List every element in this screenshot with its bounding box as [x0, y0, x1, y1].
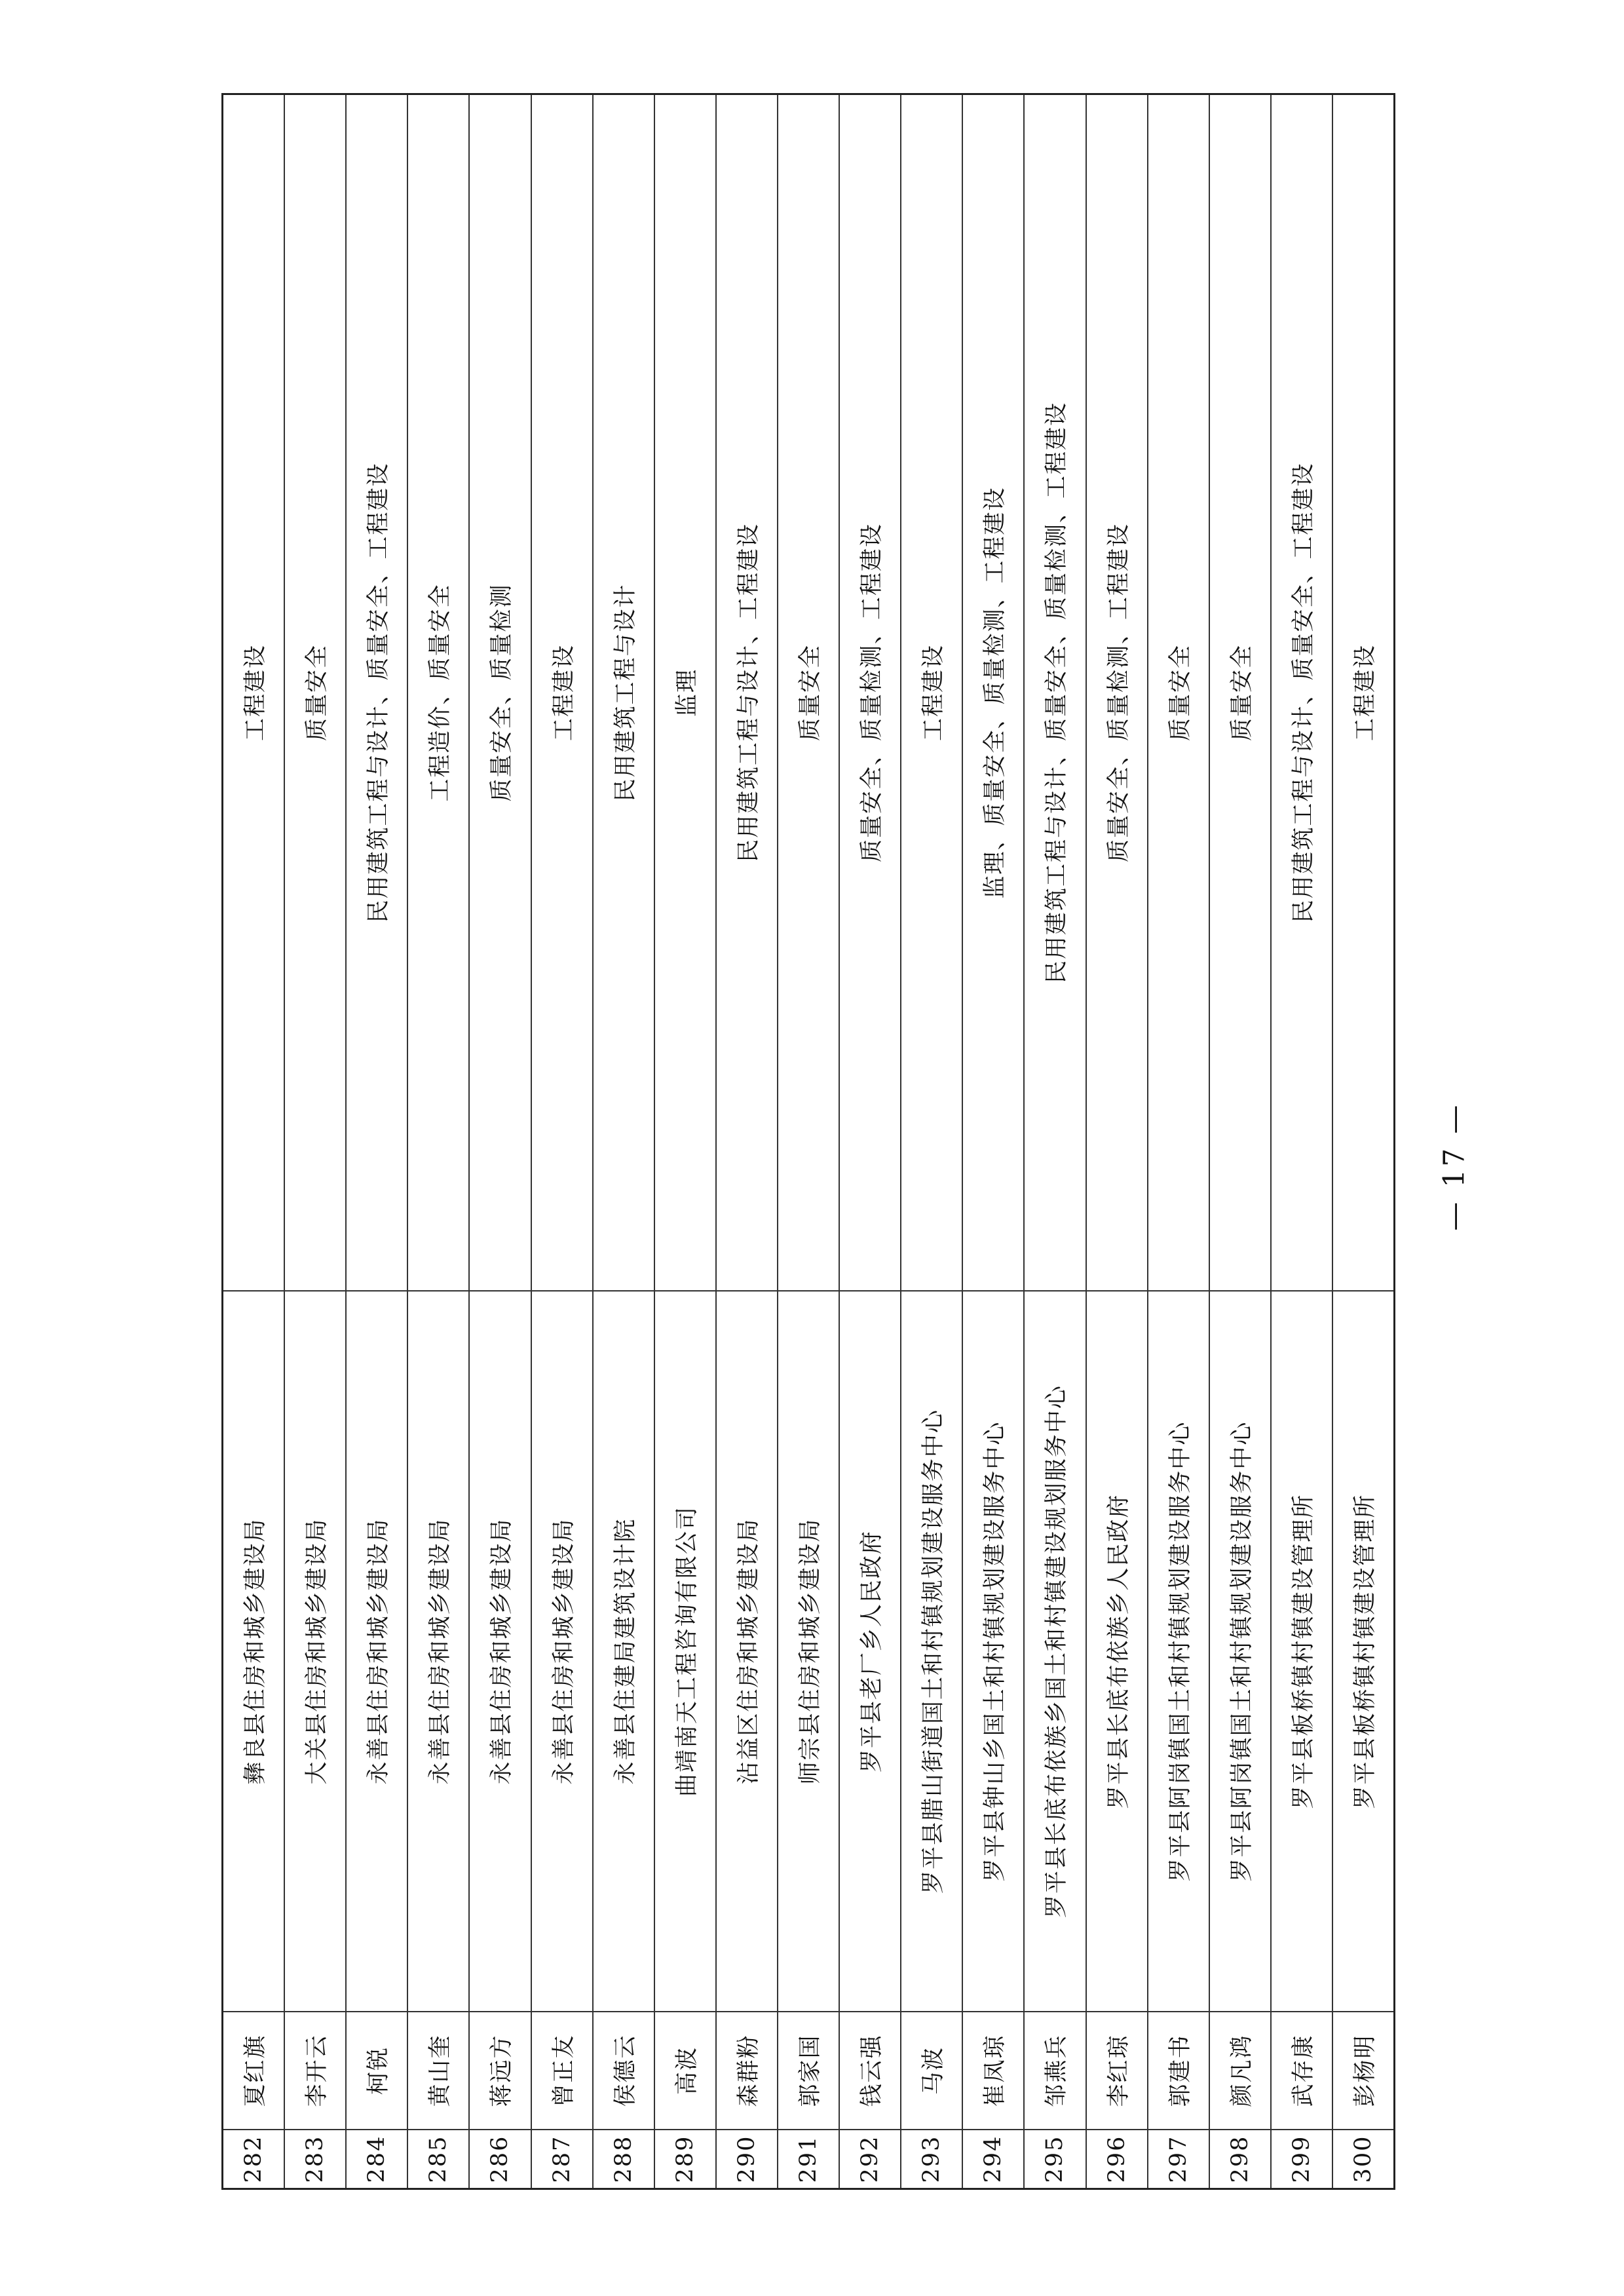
row-number: 295: [1025, 2129, 1085, 2188]
specialty: 质量安全、质量检测: [489, 583, 516, 802]
row-number: 299: [1272, 2129, 1332, 2188]
specialty: 监理、质量安全、质量检测、工程建设: [982, 486, 1009, 899]
row-number: 289: [655, 2129, 715, 2188]
row-number: 286: [470, 2129, 530, 2188]
row-number: 298: [1210, 2129, 1270, 2188]
specialty: 监理: [673, 668, 700, 718]
table-row: [347, 95, 408, 2188]
specialty: 工程建设: [550, 644, 577, 742]
row-number: 287: [532, 2129, 592, 2188]
organization: 罗平县钟山乡国土和村镇规划建设服务中心: [963, 1290, 1023, 2011]
table-row: [840, 95, 901, 2188]
organization: 永善县住房和城乡建设局: [532, 1290, 592, 2011]
specialty: 工程建设: [242, 644, 269, 742]
organization: 永善县住房和城乡建设局: [408, 1290, 468, 2011]
table-row: [1025, 95, 1086, 2188]
specialty: 民用建筑工程与设计、质量安全、工程建设: [366, 462, 392, 923]
specialty: 民用建筑工程与设计、质量安全、工程建设: [1290, 462, 1317, 923]
row-number: 294: [963, 2129, 1023, 2188]
organization: 大关县住房和城乡建设局: [285, 1290, 345, 2011]
person-name: 郭家国: [778, 2011, 839, 2129]
specialty: 质量安全: [1228, 644, 1255, 742]
organization: 罗平县长底布依族乡国土和村镇建设规划服务中心: [1025, 1290, 1085, 2011]
row-number: 290: [717, 2129, 777, 2188]
row-number: 285: [408, 2129, 468, 2188]
organization: 永善县住房和城乡建设局: [347, 1290, 407, 2011]
table-row: [901, 95, 963, 2188]
page-number-text: — 17 —: [1437, 1102, 1471, 1231]
organization: 沾益区住房和城乡建设局: [717, 1290, 777, 2011]
person-name: 李开云: [285, 2011, 345, 2129]
table-row: [1148, 95, 1210, 2188]
person-name: 邹燕兵: [1025, 2011, 1085, 2129]
person-name: 侯德云: [594, 2011, 654, 2129]
row-number: 292: [840, 2129, 900, 2188]
organization: 罗平县板桥镇村镇建设管理所: [1272, 1290, 1332, 2011]
organization: 曲靖南天工程咨询有限公司: [655, 1290, 715, 2011]
person-name: 郭建书: [1148, 2011, 1209, 2129]
table-row: [223, 95, 285, 2188]
organization: 彝良县住房和城乡建设局: [223, 1290, 284, 2011]
person-name: 武存康: [1272, 2011, 1332, 2129]
table-row: [594, 95, 655, 2188]
table-row: [1272, 95, 1333, 2188]
page-number: [1418, 1088, 1490, 1245]
specialty: 质量安全、质量检测、工程建设: [859, 523, 886, 863]
person-name: 彭杨明: [1333, 2011, 1393, 2129]
person-name: 夏红旗: [223, 2011, 284, 2129]
table-row: [1087, 95, 1148, 2188]
table-row: [717, 95, 778, 2188]
organization: 罗平县老厂乡人民政府: [840, 1290, 900, 2011]
organization: 师宗县住房和城乡建设局: [778, 1290, 839, 2011]
table-row: [408, 95, 470, 2188]
person-name: 颜凡鸿: [1210, 2011, 1270, 2129]
row-number: 284: [347, 2129, 407, 2188]
organization: 罗平县阿岗镇国土和村镇规划建设服务中心: [1148, 1290, 1209, 2011]
specialty: 工程造价、质量安全: [427, 583, 454, 802]
specialty: 民用建筑工程与设计、工程建设: [735, 523, 762, 863]
person-name: 黄山奎: [408, 2011, 468, 2129]
row-number: 291: [778, 2129, 839, 2188]
person-name: 森群粉: [717, 2011, 777, 2129]
row-number: 293: [901, 2129, 962, 2188]
row-number: 288: [594, 2129, 654, 2188]
table-row: [285, 95, 347, 2188]
person-name: 高波: [655, 2011, 715, 2129]
person-name: 蒋远方: [470, 2011, 530, 2129]
person-name: 李红琼: [1087, 2011, 1147, 2129]
table-row: [1333, 95, 1393, 2188]
person-name: 马波: [901, 2011, 962, 2129]
table-row: [470, 95, 531, 2188]
specialty: 民用建筑工程与设计、质量安全、质量检测、工程建设: [1044, 402, 1070, 984]
specialty: 民用建筑工程与设计: [612, 583, 639, 802]
organization: 永善县住建局建筑设计院: [594, 1290, 654, 2011]
organization: 罗平县阿岗镇国土和村镇规划建设服务中心: [1210, 1290, 1270, 2011]
organization: 永善县住房和城乡建设局: [470, 1290, 530, 2011]
person-name: 钱云强: [840, 2011, 900, 2129]
table-body: [223, 95, 1393, 2188]
specialty: 质量安全、质量检测、工程建设: [1105, 523, 1132, 863]
row-number: 282: [223, 2129, 284, 2188]
row-number: 300: [1333, 2129, 1393, 2188]
person-name: 柯锐: [347, 2011, 407, 2129]
specialty: 工程建设: [920, 644, 947, 742]
expert-list-table: [221, 93, 1395, 2190]
specialty: 质量安全: [1167, 644, 1194, 742]
table-row: [532, 95, 594, 2188]
row-number: 296: [1087, 2129, 1147, 2188]
row-number: 283: [285, 2129, 345, 2188]
specialty: 质量安全: [304, 644, 331, 742]
table-row: [655, 95, 717, 2188]
table-row: [778, 95, 840, 2188]
organization: 罗平县板桥镇村镇建设管理所: [1333, 1290, 1393, 2011]
person-name: 曾正友: [532, 2011, 592, 2129]
table-row: [963, 95, 1025, 2188]
organization: 罗平县腊山街道国土和村镇规划建设服务中心: [901, 1290, 962, 2011]
person-name: 崔凤琼: [963, 2011, 1023, 2129]
row-number: 297: [1148, 2129, 1209, 2188]
specialty: 工程建设: [1352, 644, 1379, 742]
table-row: [1210, 95, 1272, 2188]
organization: 罗平县长底布依族乡人民政府: [1087, 1290, 1147, 2011]
specialty: 质量安全: [797, 644, 824, 742]
